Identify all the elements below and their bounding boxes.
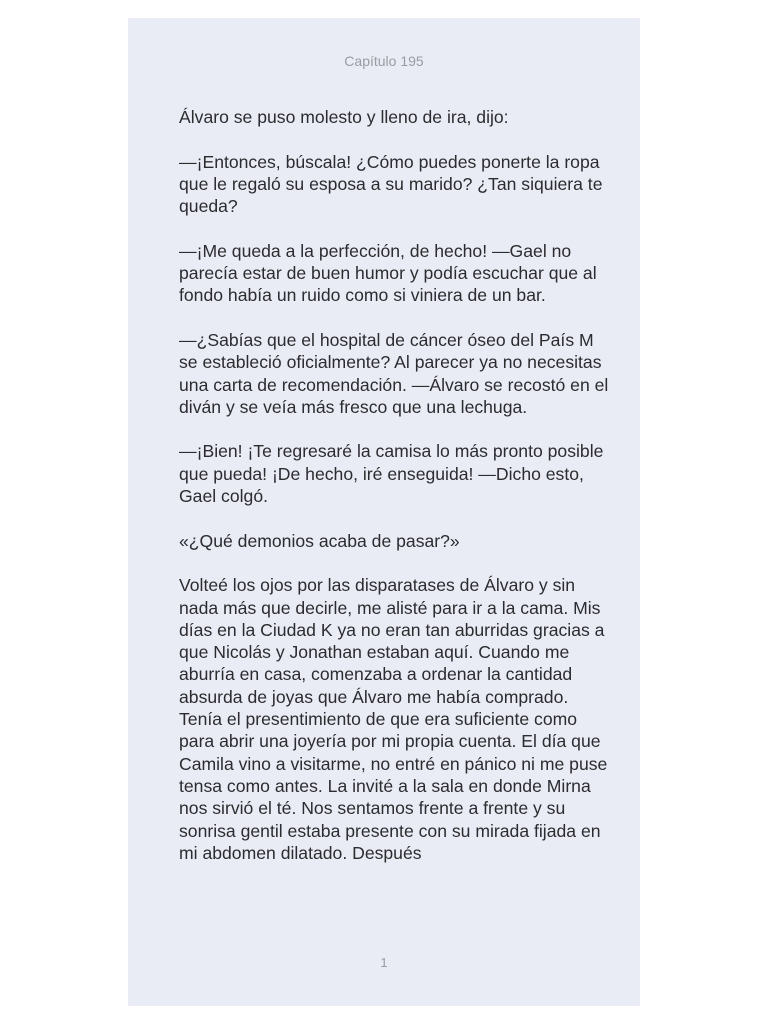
paragraph: —¡Entonces, búscala! ¿Cómo puedes ponerte la ropa que le regaló su esposa a su marido? ¿Tan siquiera te queda? <box>179 151 603 217</box>
page-number: 1 <box>380 955 388 970</box>
chapter-body <box>179 106 609 886</box>
paragraph: Volteé los ojos por las disparatases de Álvaro y sin nada más que decirle, me alisté para ir a la cama. Mis días en la Ciudad K ya no eran tan aburridas gracias a que Nicolás y Jonathan estaban aquí. Cuando me aburría en casa, comenzaba a ordenar la cantidad absurda de joyas que Álvaro me había comprado. Tenía el presentimiento de que era suficiente como para abrir una joyería por mi propia cuenta. El día que Camila vino a visitarme, no entré en pánico ni me puse tensa como antes. La invité a la sala en donde Mirna nos sirvió el té. Nos sentamos frente a frente y su sonrisa gentil estaba presente con su mirada fijada en mi abdomen dilatado. Después <box>179 575 608 863</box>
document-page <box>128 18 640 1006</box>
paragraph: «¿Qué demonios acaba de pasar?» <box>179 530 460 551</box>
paragraph: —¡Bien! ¡Te regresaré la camisa lo más pronto posible que pueda! ¡De hecho, iré enseguida! —Dicho esto, Gael colgó. <box>179 441 604 507</box>
paragraph: —¡Me queda a la perfección, de hecho! —Gael no parecía estar de buen humor y podía escuchar que al fondo había un ruido como si viniera de un bar. <box>179 240 597 306</box>
paragraph: —¿Sabías que el hospital de cáncer óseo del País M se estableció oficialmente? Al parecer ya no necesitas una carta de recomendación. —Álvaro se recostó en el diván y se veía más fresco que una lechuga. <box>179 329 609 417</box>
chapter-title: Capítulo 195 <box>344 53 424 69</box>
paragraph: Álvaro se puso molesto y lleno de ira, dijo: <box>179 107 509 127</box>
